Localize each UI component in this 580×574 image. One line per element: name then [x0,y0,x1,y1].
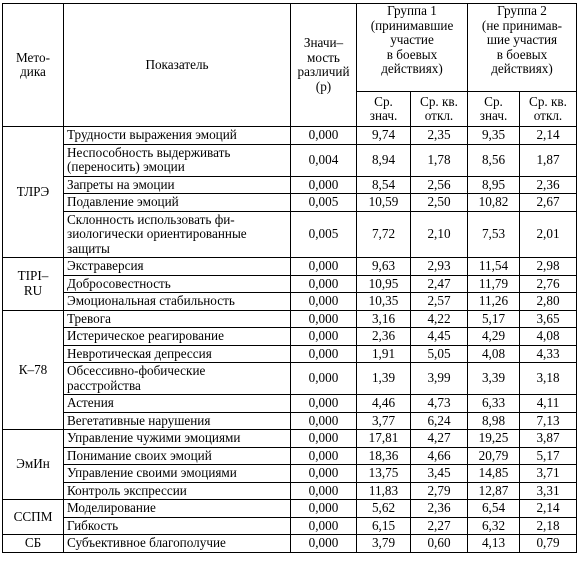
indicator-cell: Невротическая депрессия [64,345,291,363]
results-table [2,3,577,553]
p-value-cell: 0,004 [291,144,357,176]
group1-mean-cell: 10,35 [357,293,411,311]
table-row [3,211,577,258]
group2-sd-cell: 2,36 [520,176,577,194]
group1-mean-cell: 1,91 [357,345,411,363]
group2-sd-cell: 0,79 [520,535,577,553]
p-value-cell: 0,000 [291,430,357,448]
table-row [3,345,577,363]
group2-mean-cell: 5,17 [468,310,520,328]
indicator-header: Показатель [64,4,291,127]
group1-mean-cell: 10,59 [357,194,411,212]
p-value-cell: 0,000 [291,517,357,535]
table-row [3,144,577,176]
group2-mean-cell: 19,25 [468,430,520,448]
table-row [3,500,577,518]
group2-mean-cell: 8,95 [468,176,520,194]
indicator-cell: Моделирование [64,500,291,518]
table-row [3,535,577,553]
p-value-cell: 0,000 [291,310,357,328]
indicator-cell: Склонность использовать фи- зиологически ориентированные защиты [64,211,291,258]
group2-mean-cell: 20,79 [468,447,520,465]
p-value-cell: 0,000 [291,500,357,518]
group2-sd-cell: 5,17 [520,447,577,465]
significance-header: Значи– мость различий (р) [291,4,357,127]
group1-header: Группа 1 (принимавшие участие в боевых действиях) [357,4,468,92]
group1-mean-cell: 3,79 [357,535,411,553]
group2-mean-cell: 8,56 [468,144,520,176]
table-row [3,430,577,448]
group2-sd-cell: 2,14 [520,500,577,518]
table-row [3,395,577,413]
method-cell: К–78 [3,310,64,430]
p-value-cell: 0,000 [291,258,357,276]
group2-mean-cell: 4,13 [468,535,520,553]
indicator-cell: Управление своими эмоциями [64,465,291,483]
indicator-cell: Понимание своих эмоций [64,447,291,465]
group1-sd-cell: 2,56 [411,176,468,194]
method-header: Мето- дика [3,4,64,127]
group2-sd-cell: 3,87 [520,430,577,448]
indicator-cell: Запреты на эмоции [64,176,291,194]
group1-sd-cell: 2,10 [411,211,468,258]
group2-sd-cell: 3,31 [520,482,577,500]
indicator-cell: Экстраверсия [64,258,291,276]
group1-sd-cell: 3,99 [411,363,468,395]
group1-sd-cell: 4,22 [411,310,468,328]
table-row [3,517,577,535]
group1-mean-cell: 9,63 [357,258,411,276]
p-value-cell: 0,000 [291,363,357,395]
table-row [3,127,577,145]
group2-sd-cell: 7,13 [520,412,577,430]
group1-mean-cell: 3,16 [357,310,411,328]
group1-mean-header: Ср. знач. [357,92,411,127]
p-value-cell: 0,000 [291,447,357,465]
group2-mean-cell: 6,54 [468,500,520,518]
p-value-cell: 0,000 [291,176,357,194]
group1-sd-header: Ср. кв. откл. [411,92,468,127]
p-value-cell: 0,000 [291,412,357,430]
p-value-cell: 0,000 [291,127,357,145]
group1-sd-cell: 2,35 [411,127,468,145]
table-row [3,275,577,293]
table-row [3,194,577,212]
table-row [3,293,577,311]
indicator-cell: Гибкость [64,517,291,535]
group1-mean-cell: 4,46 [357,395,411,413]
table-row [3,482,577,500]
group2-sd-cell: 4,08 [520,328,577,346]
group2-mean-cell: 8,98 [468,412,520,430]
p-value-cell: 0,000 [291,395,357,413]
group1-mean-cell: 17,81 [357,430,411,448]
group2-mean-cell: 14,85 [468,465,520,483]
table-header [3,4,577,127]
method-cell: TIPI– RU [3,258,64,311]
table-row [3,176,577,194]
group2-header: Группа 2 (не принимав- шие участия в боевых действиях) [468,4,577,92]
p-value-cell: 0,005 [291,194,357,212]
table-row [3,465,577,483]
group1-sd-cell: 2,36 [411,500,468,518]
group2-mean-cell: 11,79 [468,275,520,293]
group2-mean-cell: 9,35 [468,127,520,145]
group2-mean-header: Ср. знач. [468,92,520,127]
group1-mean-cell: 18,36 [357,447,411,465]
group2-sd-cell: 2,01 [520,211,577,258]
group2-sd-cell: 4,33 [520,345,577,363]
indicator-cell: Тревога [64,310,291,328]
p-value-cell: 0,000 [291,345,357,363]
p-value-cell: 0,000 [291,275,357,293]
indicator-cell: Вегетативные нарушения [64,412,291,430]
group1-mean-cell: 7,72 [357,211,411,258]
group1-sd-cell: 2,57 [411,293,468,311]
indicator-cell: Обсессивно-фобические расстройства [64,363,291,395]
indicator-cell: Неспособность выдерживать (переносить) эмоции [64,144,291,176]
group1-mean-cell: 1,39 [357,363,411,395]
group2-sd-cell: 3,18 [520,363,577,395]
indicator-cell: Эмоциональная стабильность [64,293,291,311]
group1-sd-cell: 2,93 [411,258,468,276]
group1-mean-cell: 8,94 [357,144,411,176]
group1-sd-cell: 4,73 [411,395,468,413]
group1-mean-cell: 11,83 [357,482,411,500]
group1-mean-cell: 8,54 [357,176,411,194]
group1-sd-cell: 6,24 [411,412,468,430]
indicator-cell: Управление чужими эмоциями [64,430,291,448]
group1-sd-cell: 0,60 [411,535,468,553]
group2-mean-cell: 4,29 [468,328,520,346]
group2-mean-cell: 11,54 [468,258,520,276]
table-row [3,363,577,395]
group2-mean-cell: 6,32 [468,517,520,535]
table-row [3,258,577,276]
group2-sd-cell: 2,80 [520,293,577,311]
indicator-cell: Контроль экспрессии [64,482,291,500]
group2-sd-cell: 1,87 [520,144,577,176]
group1-mean-cell: 6,15 [357,517,411,535]
group2-sd-cell: 2,98 [520,258,577,276]
indicator-cell: Астения [64,395,291,413]
group1-sd-cell: 4,27 [411,430,468,448]
group2-mean-cell: 10,82 [468,194,520,212]
table-row [3,447,577,465]
p-value-cell: 0,000 [291,293,357,311]
group1-mean-cell: 9,74 [357,127,411,145]
indicator-cell: Субъективное благополучие [64,535,291,553]
group1-sd-cell: 2,50 [411,194,468,212]
method-cell: ССПМ [3,500,64,535]
group1-sd-cell: 5,05 [411,345,468,363]
group1-sd-cell: 4,45 [411,328,468,346]
group1-sd-cell: 2,47 [411,275,468,293]
p-value-cell: 0,000 [291,535,357,553]
group2-sd-cell: 2,18 [520,517,577,535]
method-cell: СБ [3,535,64,553]
p-value-cell: 0,000 [291,482,357,500]
group2-sd-cell: 4,11 [520,395,577,413]
indicator-cell: Подавление эмоций [64,194,291,212]
table-row [3,328,577,346]
group2-mean-cell: 11,26 [468,293,520,311]
group1-mean-cell: 3,77 [357,412,411,430]
group2-mean-cell: 6,33 [468,395,520,413]
indicator-cell: Добросовестность [64,275,291,293]
table-body [3,127,577,553]
group1-mean-cell: 2,36 [357,328,411,346]
group1-sd-cell: 4,66 [411,447,468,465]
indicator-cell: Истерическое реагирование [64,328,291,346]
group2-sd-cell: 2,14 [520,127,577,145]
indicator-cell: Трудности выражения эмоций [64,127,291,145]
group1-mean-cell: 13,75 [357,465,411,483]
group2-mean-cell: 3,39 [468,363,520,395]
p-value-cell: 0,005 [291,211,357,258]
group2-sd-cell: 3,71 [520,465,577,483]
group1-sd-cell: 2,79 [411,482,468,500]
table-row [3,412,577,430]
group2-mean-cell: 12,87 [468,482,520,500]
group1-mean-cell: 10,95 [357,275,411,293]
group2-sd-cell: 2,67 [520,194,577,212]
method-cell: ЭмИн [3,430,64,500]
p-value-cell: 0,000 [291,465,357,483]
group1-sd-cell: 2,27 [411,517,468,535]
group2-sd-cell: 2,76 [520,275,577,293]
table-row [3,310,577,328]
p-value-cell: 0,000 [291,328,357,346]
group2-sd-header: Ср. кв. откл. [520,92,577,127]
method-cell: ТЛРЭ [3,127,64,258]
group1-sd-cell: 3,45 [411,465,468,483]
group2-mean-cell: 4,08 [468,345,520,363]
group1-mean-cell: 5,62 [357,500,411,518]
group2-mean-cell: 7,53 [468,211,520,258]
group2-sd-cell: 3,65 [520,310,577,328]
group1-sd-cell: 1,78 [411,144,468,176]
